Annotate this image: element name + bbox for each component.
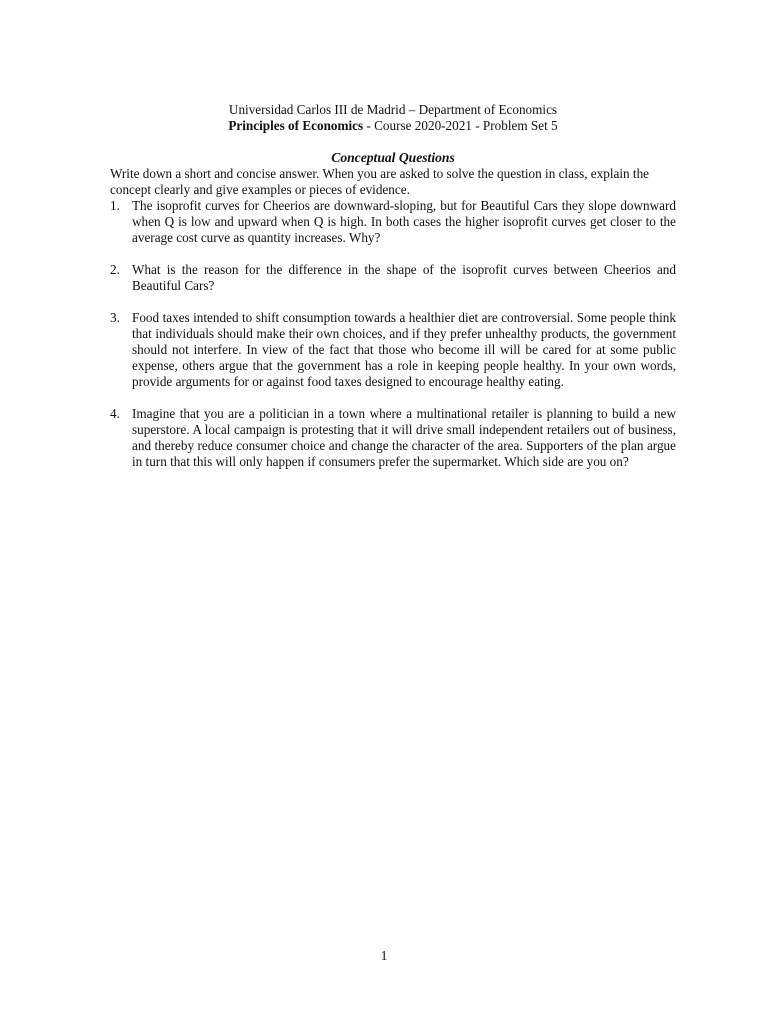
page-number: 1	[380, 948, 388, 963]
question-number: 4.	[110, 406, 120, 421]
section-title: Conceptual Questions	[331, 150, 455, 165]
university-header: Universidad Carlos III de Madrid – Department of Economics	[228, 102, 558, 117]
course-name: Principles of Economics	[228, 118, 364, 133]
question-text: Food taxes intended to shift consumption towards a healthier diet are controversial. Some people think that individuals should make their own choices, and if they prefer unhealthy products, the government should not interfere. In view of the fact that those who become ill will be cared for at some public expense, others argue that the government has a role in keeping people healthy. In your own words, provide arguments for or against food taxes designed to encourage healthy eating.	[132, 310, 676, 389]
question-item	[110, 310, 676, 390]
question-item	[110, 262, 676, 294]
document-page	[110, 102, 676, 486]
question-item	[110, 198, 676, 246]
course-details: - Course 2020-2021 - Problem Set 5	[363, 118, 558, 133]
question-number: 3.	[110, 310, 120, 325]
question-number: 2.	[110, 262, 120, 277]
course-header	[110, 118, 676, 134]
question-number: 1.	[110, 198, 120, 213]
question-list	[110, 198, 676, 470]
question-text: The isoprofit curves for Cheerios are downward-sloping, but for Beautiful Cars they slope downward when Q is low and upward when Q is high. In both cases the higher isoprofit curves get closer to the average cost curve as quantity increases. Why?	[132, 198, 676, 245]
question-text: Imagine that you are a politician in a town where a multinational retailer is planning to build a new superstore. A local campaign is protesting that it will drive small independent retailers out of business, and thereby reduce consumer choice and change the character of the area. Supporters of the plan argue in turn that this will only happen if consumers prefer the supermarket. Which side are you on?	[132, 406, 676, 469]
question-text: What is the reason for the difference in the shape of the isoprofit curves between Cheerios and Beautiful Cars?	[132, 262, 676, 293]
section-intro: Write down a short and concise answer. When you are asked to solve the question in class, explain the concept clearly and give examples or pieces of evidence.	[110, 166, 650, 197]
question-item	[110, 406, 676, 470]
